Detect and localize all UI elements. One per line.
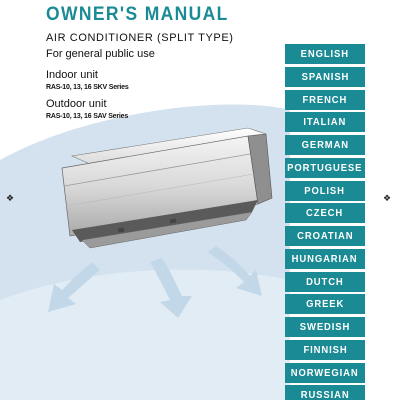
language-tab-hungarian[interactable]: HUNGARIAN — [285, 249, 365, 269]
language-tab-portuguese[interactable]: PORTUGUESE — [285, 158, 365, 178]
language-tab-spanish[interactable]: SPANISH — [285, 67, 365, 87]
language-tab-norwegian[interactable]: NORWEGIAN — [285, 363, 365, 383]
language-tab-german[interactable]: GERMAN — [285, 135, 365, 155]
product-type: AIR CONDITIONER (SPLIT TYPE) — [46, 32, 234, 44]
language-tab-polish[interactable]: POLISH — [285, 181, 365, 201]
language-tab-dutch[interactable]: DUTCH — [285, 272, 365, 292]
crosshair-mark-icon: ❖ — [6, 193, 15, 203]
indoor-unit-label: Indoor unit — [46, 69, 98, 81]
crosshair-mark-icon: ❖ — [383, 193, 392, 203]
language-index — [285, 44, 365, 400]
outdoor-unit-label: Outdoor unit — [46, 98, 107, 110]
manual-title: OWNER'S MANUAL — [46, 4, 229, 25]
audience-note: For general public use — [46, 48, 155, 60]
language-tab-finnish[interactable]: FINNISH — [285, 340, 365, 360]
language-tab-czech[interactable]: CZECH — [285, 203, 365, 223]
language-tab-french[interactable]: FRENCH — [285, 90, 365, 110]
language-tab-italian[interactable]: ITALIAN — [285, 112, 365, 132]
language-tab-croatian[interactable]: CROATIAN — [285, 226, 365, 246]
language-tab-greek[interactable]: GREEK — [285, 294, 365, 314]
outdoor-unit-models: RAS-10, 13, 16 SAV Series — [46, 113, 129, 120]
language-tab-russian[interactable]: RUSSIAN — [285, 385, 365, 400]
language-tab-english[interactable]: ENGLISH — [285, 44, 365, 64]
language-tab-swedish[interactable]: SWEDISH — [285, 317, 365, 337]
indoor-unit-models: RAS-10, 13, 16 SKV Series — [46, 84, 129, 91]
